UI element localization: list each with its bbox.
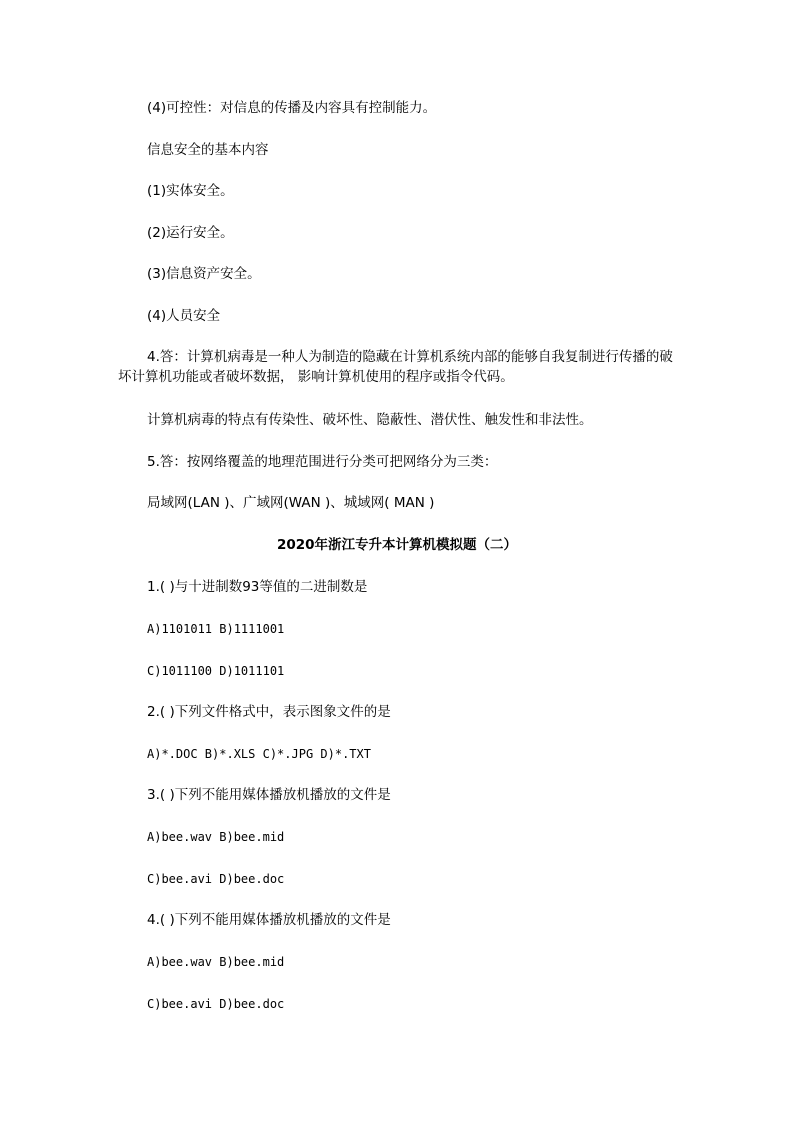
paragraph-network-types: 局域网(LAN )、广域网(WAN )、城域网( MAN )	[147, 495, 435, 511]
question-4-options-cd: C)bee.avi D)bee.doc	[147, 997, 285, 1011]
paragraph-heading-security-content: 信息安全的基本内容	[147, 142, 269, 158]
question-1-options-ab: A)1101011 B)1111001	[147, 622, 285, 636]
paragraph-asset-security: (3)信息资产安全。	[147, 266, 261, 282]
question-1: 1.( )与十进制数93等值的二进制数是	[147, 579, 368, 595]
question-3-options-ab: A)bee.wav B)bee.mid	[147, 830, 285, 844]
paragraph-network-classification: 5.答：按网络覆盖的地理范围进行分类可把网络分为三类：	[147, 454, 498, 470]
paragraph-personnel-security: (4)人员安全	[147, 308, 221, 324]
paragraph-virus-definition: 4.答：计算机病毒是一种人为制造的隐藏在计算机系统内部的能够自我复制进行传播的破坏计算机功能或者破坏数据， 影响计算机使用的程序或指令代码。	[118, 349, 673, 385]
question-3: 3.( )下列不能用媒体播放机播放的文件是	[147, 787, 391, 803]
paragraph-controllability: (4)可控性：对信息的传播及内容具有控制能力。	[147, 100, 437, 116]
paragraph-virus-features: 计算机病毒的特点有传染性、破坏性、隐蔽性、潜伏性、触发性和非法性。	[147, 412, 593, 428]
question-2-options: A)*.DOC B)*.XLS C)*.JPG D)*.TXT	[147, 747, 371, 761]
question-1-options-cd: C)1011100 D)1011101	[147, 664, 285, 678]
paragraph-entity-security: (1)实体安全。	[147, 183, 234, 199]
question-4: 4.( )下列不能用媒体播放机播放的文件是	[147, 912, 391, 928]
question-4-options-ab: A)bee.wav B)bee.mid	[147, 955, 285, 969]
question-3-options-cd: C)bee.avi D)bee.doc	[147, 872, 285, 886]
section-title: 2020年浙江专升本计算机模拟题（二）	[276, 537, 518, 553]
question-2: 2.( )下列文件格式中，表示图象文件的是	[147, 704, 391, 720]
paragraph-operation-security: (2)运行安全。	[147, 225, 234, 241]
